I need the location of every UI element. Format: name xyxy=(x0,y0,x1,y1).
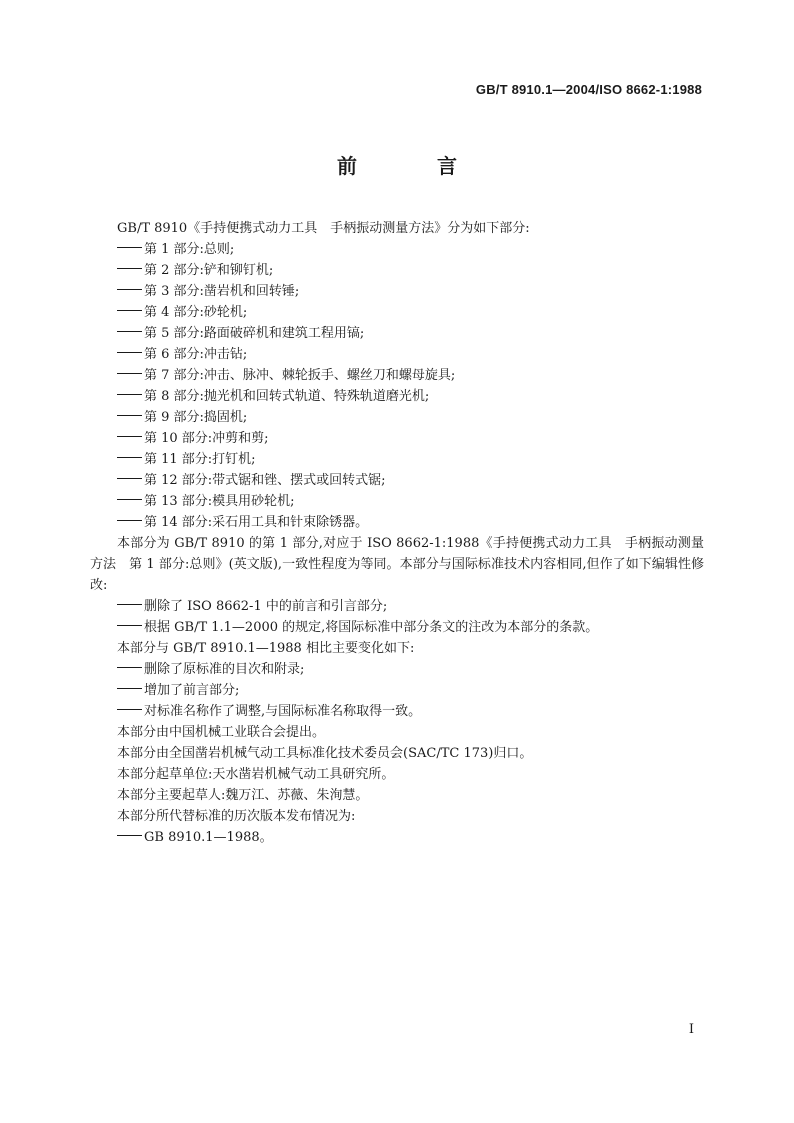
paragraph: 本部分主要起草人:魏万江、苏薇、朱洵慧。 xyxy=(117,788,369,803)
list-item-text: 对标准名称作了调整,与国际标准名称取得一致。 xyxy=(144,704,422,719)
em-dash-marker xyxy=(117,453,144,463)
em-dash-marker xyxy=(117,600,144,610)
em-dash-marker xyxy=(117,432,144,442)
list-item-text: GB 8910.1—1988。 xyxy=(144,830,273,845)
em-dash-marker xyxy=(117,306,144,316)
list-item xyxy=(90,617,704,638)
list-item-text: 第 14 部分:采石用工具和针束除锈器。 xyxy=(144,515,369,530)
paragraph: GB/T 8910《手持便携式动力工具 手柄振动测量方法》分为如下部分: xyxy=(117,221,530,236)
list-item-text: 第 9 部分:捣固机; xyxy=(144,410,248,425)
paragraph: 本部分由中国机械工业联合会提出。 xyxy=(117,725,326,740)
list-item xyxy=(90,302,704,323)
foreword-body xyxy=(90,218,704,848)
list-item-text: 第 5 部分:路面破碎机和建筑工程用镐; xyxy=(144,326,365,341)
em-dash-marker xyxy=(117,495,144,505)
list-item xyxy=(90,386,704,407)
list-item-text: 第 8 部分:抛光机和回转式轨道、特殊轨道磨光机; xyxy=(144,389,430,404)
paragraph: 本部分由全国凿岩机械气动工具标准化技术委员会(SAC/TC 173)归口。 xyxy=(117,746,533,761)
em-dash-marker xyxy=(117,411,144,421)
em-dash-marker xyxy=(117,831,144,841)
page-title: 前 言 xyxy=(337,154,487,178)
list-item-text: 第 7 部分:冲击、脉冲、棘轮扳手、螺丝刀和螺母旋具; xyxy=(144,368,456,383)
em-dash-marker xyxy=(117,369,144,379)
list-item-text: 第 3 部分:凿岩机和回转锤; xyxy=(144,284,300,299)
em-dash-marker xyxy=(117,516,144,526)
list-item-text: 第 4 部分:砂轮机; xyxy=(144,305,248,320)
list-item xyxy=(90,407,704,428)
list-item-text: 第 2 部分:铲和铆钉机; xyxy=(144,263,274,278)
list-item-text: 第 11 部分:打钉机; xyxy=(144,452,256,467)
list-item-text: 增加了前言部分; xyxy=(144,683,240,698)
em-dash-marker xyxy=(117,264,144,274)
list-item-text: 第 1 部分:总则; xyxy=(144,242,235,257)
em-dash-marker xyxy=(117,474,144,484)
list-item-text: 第 13 部分:模具用砂轮机; xyxy=(144,494,295,509)
paragraph: 本部分为 GB/T 8910 的第 1 部分,对应于 ISO 8662-1:1988《手持便携式动力工具 手柄振动测量方法 第 1 部分:总则》(英文版),一致性程度为等同。本部分与国际标准技术内容相同,但作了如下编辑性修改: xyxy=(90,536,704,593)
em-dash-marker xyxy=(117,390,144,400)
list-item xyxy=(90,680,704,701)
list-item-text: 第 6 部分:冲击钻; xyxy=(144,347,248,362)
list-item-text: 删除了原标准的目次和附录; xyxy=(144,662,305,677)
list-item xyxy=(90,428,704,449)
paragraph: 本部分起草单位:天水凿岩机械气动工具研究所。 xyxy=(117,767,395,782)
list-item xyxy=(90,344,704,365)
list-item xyxy=(90,827,704,848)
list-item xyxy=(90,701,704,722)
em-dash-marker xyxy=(117,705,144,715)
list-item xyxy=(90,449,704,470)
list-item xyxy=(90,512,704,533)
em-dash-marker xyxy=(117,327,144,337)
list-item xyxy=(90,491,704,512)
em-dash-marker xyxy=(117,348,144,358)
list-item-text: 第 12 部分:带式锯和锉、摆式或回转式锯; xyxy=(144,473,386,488)
em-dash-marker xyxy=(117,243,144,253)
em-dash-marker xyxy=(117,285,144,295)
list-item-text: 根据 GB/T 1.1—2000 的规定,将国际标准中部分条文的注改为本部分的条款。 xyxy=(144,620,599,635)
list-item xyxy=(90,659,704,680)
em-dash-marker xyxy=(117,663,144,673)
list-item xyxy=(90,470,704,491)
page-number: I xyxy=(688,1022,694,1037)
list-item-text: 删除了 ISO 8662-1 中的前言和引言部分; xyxy=(144,599,388,614)
list-item xyxy=(90,239,704,260)
em-dash-marker xyxy=(117,684,144,694)
list-item-text: 第 10 部分:冲剪和剪; xyxy=(144,431,269,446)
list-item xyxy=(90,323,704,344)
em-dash-marker xyxy=(117,621,144,631)
paragraph: 本部分与 GB/T 8910.1—1988 相比主要变化如下: xyxy=(117,641,415,656)
list-item xyxy=(90,365,704,386)
paragraph: 本部分所代替标准的历次版本发布情况为: xyxy=(117,809,356,824)
list-item xyxy=(90,281,704,302)
standard-code-header: GB/T 8910.1—2004/ISO 8662-1:1988 xyxy=(475,82,702,97)
list-item xyxy=(90,260,704,281)
list-item xyxy=(90,596,704,617)
